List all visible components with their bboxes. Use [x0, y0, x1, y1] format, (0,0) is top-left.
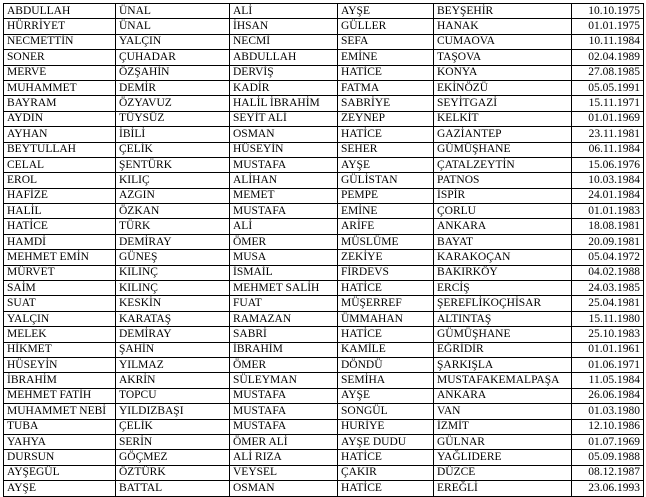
- last-name-cell: TÜRK: [116, 219, 230, 234]
- birth-place-cell: ÇATALZEYTİN: [434, 157, 572, 172]
- last-name-cell: AKRİN: [116, 373, 230, 388]
- birth-place-cell: KELKİT: [434, 111, 572, 126]
- birth-place-cell: EKİNÖZÜ: [434, 80, 572, 95]
- mother-name-cell: SEHER: [338, 142, 434, 157]
- birth-date-cell: 27.08.1985: [572, 65, 644, 80]
- birth-place-cell: TAŞOVA: [434, 50, 572, 65]
- table-row: [4, 388, 644, 403]
- first-name-cell: YAHYA: [4, 434, 116, 449]
- birth-date-cell: 05.09.1988: [572, 450, 644, 465]
- mother-name-cell: KAMİLE: [338, 342, 434, 357]
- birth-place-cell: HANAK: [434, 19, 572, 34]
- birth-place-cell: BAYAT: [434, 234, 572, 249]
- table-row: [4, 342, 644, 357]
- table-row: [4, 4, 644, 19]
- father-name-cell: NECMİ: [230, 34, 338, 49]
- mother-name-cell: MÜŞERREF: [338, 296, 434, 311]
- last-name-cell: KILINÇ: [116, 265, 230, 280]
- mother-name-cell: ÜMMAHAN: [338, 311, 434, 326]
- last-name-cell: DEMİR: [116, 80, 230, 95]
- last-name-cell: GÖÇMEZ: [116, 450, 230, 465]
- mother-name-cell: ARİFE: [338, 219, 434, 234]
- table-row: [4, 65, 644, 80]
- first-name-cell: ABDULLAH: [4, 4, 116, 19]
- birth-place-cell: VAN: [434, 404, 572, 419]
- last-name-cell: YILDIZBAŞI: [116, 404, 230, 419]
- birth-date-cell: 23.06.1993: [572, 481, 644, 496]
- last-name-cell: TÜYSÜZ: [116, 111, 230, 126]
- first-name-cell: MEHMET FATİH: [4, 388, 116, 403]
- father-name-cell: İHSAN: [230, 19, 338, 34]
- table-row: [4, 373, 644, 388]
- birth-date-cell: 24.03.1985: [572, 281, 644, 296]
- birth-date-cell: 01.01.1975: [572, 19, 644, 34]
- birth-date-cell: 26.06.1984: [572, 388, 644, 403]
- father-name-cell: DERVİŞ: [230, 65, 338, 80]
- table-row: [4, 157, 644, 172]
- birth-date-cell: 24.01.1984: [572, 188, 644, 203]
- birth-place-cell: ALTINTAŞ: [434, 311, 572, 326]
- birth-date-cell: 06.11.1984: [572, 142, 644, 157]
- table-row: [4, 327, 644, 342]
- last-name-cell: DEMİRAY: [116, 327, 230, 342]
- birth-date-cell: 15.06.1976: [572, 157, 644, 172]
- birth-place-cell: SEYİTGAZİ: [434, 96, 572, 111]
- first-name-cell: HAFİZE: [4, 188, 116, 203]
- birth-date-cell: 04.02.1988: [572, 265, 644, 280]
- birth-date-cell: 15.11.1980: [572, 311, 644, 326]
- table-row: [4, 434, 644, 449]
- father-name-cell: SÜLEYMAN: [230, 373, 338, 388]
- table-row: [4, 296, 644, 311]
- first-name-cell: YALÇIN: [4, 311, 116, 326]
- table-row: [4, 188, 644, 203]
- last-name-cell: ÇELİK: [116, 142, 230, 157]
- table-row: [4, 142, 644, 157]
- father-name-cell: OSMAN: [230, 481, 338, 496]
- mother-name-cell: HATİCE: [338, 450, 434, 465]
- last-name-cell: GÜNEŞ: [116, 250, 230, 265]
- mother-name-cell: HATİCE: [338, 481, 434, 496]
- first-name-cell: BAYRAM: [4, 96, 116, 111]
- birth-date-cell: 12.10.1986: [572, 419, 644, 434]
- last-name-cell: ÖZYAVUZ: [116, 96, 230, 111]
- father-name-cell: ALİ: [230, 219, 338, 234]
- birth-date-cell: 23.11.1981: [572, 127, 644, 142]
- last-name-cell: ÜNAL: [116, 19, 230, 34]
- birth-place-cell: CUMAOVA: [434, 34, 572, 49]
- table-row: [4, 450, 644, 465]
- table-row: [4, 265, 644, 280]
- birth-date-cell: 25.10.1983: [572, 327, 644, 342]
- last-name-cell: ŞAHİN: [116, 342, 230, 357]
- last-name-cell: BATTAL: [116, 481, 230, 496]
- last-name-cell: KARATAŞ: [116, 311, 230, 326]
- birth-date-cell: 11.05.1984: [572, 373, 644, 388]
- last-name-cell: DEMİRAY: [116, 234, 230, 249]
- father-name-cell: VEYSEL: [230, 465, 338, 480]
- first-name-cell: DURSUN: [4, 450, 116, 465]
- first-name-cell: AYŞEGÜL: [4, 465, 116, 480]
- birth-place-cell: DÜZCE: [434, 465, 572, 480]
- birth-place-cell: GÜMÜŞHANE: [434, 142, 572, 157]
- birth-place-cell: BEYŞEHİR: [434, 4, 572, 19]
- mother-name-cell: FATMA: [338, 80, 434, 95]
- table-row: [4, 250, 644, 265]
- birth-date-cell: 01.01.1961: [572, 342, 644, 357]
- father-name-cell: MUSA: [230, 250, 338, 265]
- father-name-cell: ÖMER: [230, 357, 338, 372]
- last-name-cell: YILMAZ: [116, 357, 230, 372]
- mother-name-cell: DÖNDÜ: [338, 357, 434, 372]
- birth-date-cell: 05.04.1972: [572, 250, 644, 265]
- first-name-cell: HÜRRİYET: [4, 19, 116, 34]
- last-name-cell: TOPCU: [116, 388, 230, 403]
- first-name-cell: HALİL: [4, 204, 116, 219]
- table-row: [4, 357, 644, 372]
- father-name-cell: ALİHAN: [230, 173, 338, 188]
- birth-place-cell: MUSTAFAKEMALPAŞA: [434, 373, 572, 388]
- mother-name-cell: AYŞE: [338, 4, 434, 19]
- first-name-cell: İBRAHİM: [4, 373, 116, 388]
- birth-place-cell: GAZİANTEP: [434, 127, 572, 142]
- father-name-cell: ALİ: [230, 4, 338, 19]
- last-name-cell: YALÇIN: [116, 34, 230, 49]
- table-row: [4, 19, 644, 34]
- mother-name-cell: AYŞE: [338, 157, 434, 172]
- table-row: [4, 481, 644, 496]
- mother-name-cell: FİRDEVS: [338, 265, 434, 280]
- birth-date-cell: 01.06.1971: [572, 357, 644, 372]
- father-name-cell: ALİ RIZA: [230, 450, 338, 465]
- first-name-cell: MEHMET EMİN: [4, 250, 116, 265]
- mother-name-cell: EMİNE: [338, 50, 434, 65]
- first-name-cell: HATİCE: [4, 219, 116, 234]
- last-name-cell: ÖZKAN: [116, 204, 230, 219]
- first-name-cell: SAİM: [4, 281, 116, 296]
- father-name-cell: RAMAZAN: [230, 311, 338, 326]
- mother-name-cell: SABRİYE: [338, 96, 434, 111]
- last-name-cell: KILIÇ: [116, 173, 230, 188]
- mother-name-cell: GÜLLER: [338, 19, 434, 34]
- last-name-cell: ŞENTÜRK: [116, 157, 230, 172]
- last-name-cell: AZGIN: [116, 188, 230, 203]
- birth-place-cell: ÇORLU: [434, 204, 572, 219]
- birth-place-cell: EREĞLİ: [434, 481, 572, 496]
- father-name-cell: ABDULLAH: [230, 50, 338, 65]
- last-name-cell: KESKİN: [116, 296, 230, 311]
- father-name-cell: MUSTAFA: [230, 204, 338, 219]
- father-name-cell: MUSTAFA: [230, 419, 338, 434]
- first-name-cell: HÜSEYİN: [4, 357, 116, 372]
- table-row: [4, 204, 644, 219]
- birth-date-cell: 01.01.1969: [572, 111, 644, 126]
- birth-place-cell: EĞRİDİR: [434, 342, 572, 357]
- birth-place-cell: İSPİR: [434, 188, 572, 203]
- first-name-cell: HAMDİ: [4, 234, 116, 249]
- father-name-cell: MUSTAFA: [230, 388, 338, 403]
- birth-date-cell: 10.11.1984: [572, 34, 644, 49]
- birth-place-cell: GÜMÜŞHANE: [434, 327, 572, 342]
- table-row: [4, 173, 644, 188]
- father-name-cell: İBRAHİM: [230, 342, 338, 357]
- first-name-cell: TUBA: [4, 419, 116, 434]
- mother-name-cell: HATİCE: [338, 281, 434, 296]
- father-name-cell: SEYİT ALİ: [230, 111, 338, 126]
- birth-date-cell: 25.04.1981: [572, 296, 644, 311]
- birth-date-cell: 01.01.1983: [572, 204, 644, 219]
- first-name-cell: HİKMET: [4, 342, 116, 357]
- first-name-cell: MUHAMMET: [4, 80, 116, 95]
- father-name-cell: OSMAN: [230, 127, 338, 142]
- first-name-cell: AYŞE: [4, 481, 116, 496]
- first-name-cell: SUAT: [4, 296, 116, 311]
- father-name-cell: KADİR: [230, 80, 338, 95]
- mother-name-cell: AYŞE DUDU: [338, 434, 434, 449]
- mother-name-cell: SEMİHA: [338, 373, 434, 388]
- mother-name-cell: EMİNE: [338, 204, 434, 219]
- father-name-cell: ÖMER: [230, 234, 338, 249]
- birth-date-cell: 15.11.1971: [572, 96, 644, 111]
- records-table: [3, 3, 644, 497]
- table-row: [4, 219, 644, 234]
- first-name-cell: CELAL: [4, 157, 116, 172]
- mother-name-cell: HATİCE: [338, 127, 434, 142]
- table-row: [4, 80, 644, 95]
- table-row: [4, 50, 644, 65]
- last-name-cell: KILINÇ: [116, 281, 230, 296]
- table-row: [4, 465, 644, 480]
- mother-name-cell: ZEKİYE: [338, 250, 434, 265]
- last-name-cell: ÜNAL: [116, 4, 230, 19]
- first-name-cell: MÜRVET: [4, 265, 116, 280]
- table-row: [4, 419, 644, 434]
- first-name-cell: NECMETTİN: [4, 34, 116, 49]
- mother-name-cell: AYŞE: [338, 388, 434, 403]
- birth-place-cell: ŞEREFLİKOÇHİSAR: [434, 296, 572, 311]
- last-name-cell: İBİLİ: [116, 127, 230, 142]
- birth-place-cell: İZMİT: [434, 419, 572, 434]
- birth-place-cell: KARAKOÇAN: [434, 250, 572, 265]
- mother-name-cell: SONGÜL: [338, 404, 434, 419]
- mother-name-cell: ZEYNEP: [338, 111, 434, 126]
- birth-date-cell: 02.04.1989: [572, 50, 644, 65]
- father-name-cell: MUSTAFA: [230, 404, 338, 419]
- father-name-cell: MEMET: [230, 188, 338, 203]
- birth-date-cell: 20.09.1981: [572, 234, 644, 249]
- mother-name-cell: MÜSLÜME: [338, 234, 434, 249]
- last-name-cell: ÇELİK: [116, 419, 230, 434]
- father-name-cell: HÜSEYİN: [230, 142, 338, 157]
- father-name-cell: SABRİ: [230, 327, 338, 342]
- birth-place-cell: BAKIRKÖY: [434, 265, 572, 280]
- first-name-cell: MUHAMMET NEBİ: [4, 404, 116, 419]
- father-name-cell: ÖMER ALİ: [230, 434, 338, 449]
- birth-date-cell: 01.07.1969: [572, 434, 644, 449]
- birth-date-cell: 10.03.1984: [572, 173, 644, 188]
- first-name-cell: AYDIN: [4, 111, 116, 126]
- last-name-cell: SERİN: [116, 434, 230, 449]
- table-row: [4, 96, 644, 111]
- birth-place-cell: YAĞLIDERE: [434, 450, 572, 465]
- birth-place-cell: KONYA: [434, 65, 572, 80]
- birth-date-cell: 10.10.1975: [572, 4, 644, 19]
- mother-name-cell: ÇAKIR: [338, 465, 434, 480]
- birth-date-cell: 08.12.1987: [572, 465, 644, 480]
- table-row: [4, 234, 644, 249]
- last-name-cell: ÖZTÜRK: [116, 465, 230, 480]
- father-name-cell: HALİL İBRAHİM: [230, 96, 338, 111]
- mother-name-cell: HATİCE: [338, 65, 434, 80]
- birth-place-cell: ANKARA: [434, 388, 572, 403]
- last-name-cell: ÇUHADAR: [116, 50, 230, 65]
- mother-name-cell: HURİYE: [338, 419, 434, 434]
- records-table-body: [4, 4, 644, 497]
- mother-name-cell: SEFA: [338, 34, 434, 49]
- table-row: [4, 34, 644, 49]
- mother-name-cell: GÜLİSTAN: [338, 173, 434, 188]
- first-name-cell: EROL: [4, 173, 116, 188]
- birth-place-cell: ANKARA: [434, 219, 572, 234]
- mother-name-cell: HATİCE: [338, 327, 434, 342]
- first-name-cell: MERVE: [4, 65, 116, 80]
- birth-place-cell: ŞARKIŞLA: [434, 357, 572, 372]
- father-name-cell: MEHMET SALİH: [230, 281, 338, 296]
- birth-date-cell: 18.08.1981: [572, 219, 644, 234]
- last-name-cell: ÖZŞAHİN: [116, 65, 230, 80]
- mother-name-cell: PEMPE: [338, 188, 434, 203]
- first-name-cell: SONER: [4, 50, 116, 65]
- table-row: [4, 311, 644, 326]
- birth-date-cell: 01.03.1980: [572, 404, 644, 419]
- table-row: [4, 111, 644, 126]
- table-row: [4, 281, 644, 296]
- father-name-cell: MUSTAFA: [230, 157, 338, 172]
- birth-place-cell: PATNOS: [434, 173, 572, 188]
- birth-date-cell: 05.05.1991: [572, 80, 644, 95]
- birth-place-cell: GÜLNAR: [434, 434, 572, 449]
- first-name-cell: AYHAN: [4, 127, 116, 142]
- first-name-cell: MELEK: [4, 327, 116, 342]
- birth-place-cell: ERCİŞ: [434, 281, 572, 296]
- table-row: [4, 127, 644, 142]
- father-name-cell: İSMAİL: [230, 265, 338, 280]
- father-name-cell: FUAT: [230, 296, 338, 311]
- table-row: [4, 404, 644, 419]
- first-name-cell: BEYTULLAH: [4, 142, 116, 157]
